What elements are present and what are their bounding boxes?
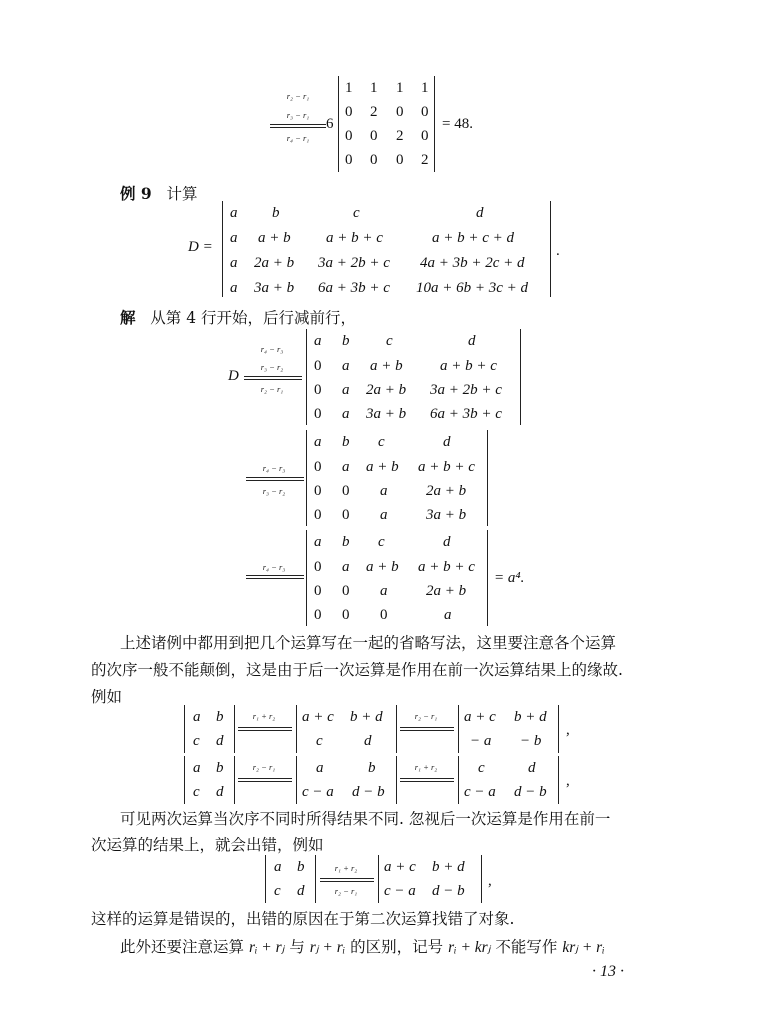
matrix-cell: 2 [421,152,429,168]
matrix-cell: 0 [345,152,353,168]
matrix-cell: b [342,434,350,450]
matrix-cell: 0 [314,382,322,398]
paragraph-line [120,935,605,957]
matrix-cell: 1 [370,80,378,96]
matrix-cell: a [314,333,322,349]
matrix-cell: d [364,733,372,749]
op-label: r₂ − r₁ [334,886,358,896]
matrix-cell: 0 [314,358,322,374]
paragraph-line: 上述诸例中都用到把几个运算写在一起的省略写法，这里要注意各个运算 [120,634,617,652]
matrix-cell: 0 [314,483,322,499]
matrix-cell: c [316,733,323,749]
matrix-cell: a [342,459,350,475]
matrix-cell: 0 [314,607,322,623]
op-label: r₄ − r₃ [262,463,286,473]
math-expr: rⱼ + rᵢ [309,939,346,956]
matrix-cell: a [230,255,238,271]
tail-punct: . [556,243,560,259]
matrix-cell: 4a + 3b + 2c + d [420,255,525,271]
matrix-cell: c [386,333,393,349]
matrix-cell: 6a + 3b + c [318,280,390,296]
solution-text: 从第 4 行开始，后行减前行， [150,309,357,327]
matrix-cell: 0 [314,507,322,523]
matrix-cell: c [378,434,385,450]
text-run: 此外还要注意运算 [120,938,245,956]
paragraph-line: 次运算的结果上，就会出错，例如 [91,836,324,854]
tail-punct: , [488,873,492,889]
op-label: r₂ − r₁ [252,762,276,772]
op-label: r₂ − r₁ [260,384,284,394]
matrix-cell: 3a + b [426,507,467,523]
matrix-cell: d [297,883,305,899]
matrix-cell: a + b + c [418,559,475,575]
matrix-cell: 0 [396,104,404,120]
matrix-cell: 0 [421,104,429,120]
matrix-cell: − b [520,733,542,749]
matrix-cell: a [342,559,350,575]
matrix-cell: c [478,760,485,776]
result: = a⁴. [494,570,525,586]
lhs: D = [188,239,213,255]
matrix-cell: 3a + 2b + c [318,255,390,271]
matrix-cell: c [193,733,200,749]
op-label: r₁ + r₂ [334,863,358,873]
math-expr: rᵢ + krⱼ [448,939,491,956]
matrix-cell: b [272,205,280,221]
matrix-cell: − a [470,733,492,749]
matrix-cell: 0 [370,128,378,144]
matrix-cell: 3a + b [254,280,295,296]
matrix-cell: a + b [258,230,291,246]
text-run: 与 [289,938,305,956]
matrix-cell: 0 [370,152,378,168]
matrix-cell: 0 [342,507,350,523]
matrix-cell: a + c [302,709,334,725]
matrix-cell: b [297,859,305,875]
matrix-cell: 2a + b [254,255,295,271]
op-label: r₃ − r₂ [260,362,284,372]
paragraph-line: 可见两次运算当次序不同时所得结果不同. 忽视后一次运算是作用在前一 [120,810,611,828]
op-label: r₂ − r₁ [414,711,438,721]
math-expr: krⱼ + rᵢ [562,939,605,956]
matrix-cell: c − a [464,784,496,800]
matrix-cell: 0 [345,128,353,144]
math-expr: rᵢ + rⱼ [248,939,285,956]
matrix-cell: d [216,733,224,749]
matrix-cell: a [230,230,238,246]
matrix-cell: 1 [396,80,404,96]
matrix-cell: 2a + b [426,583,467,599]
matrix-cell: 1 [345,80,353,96]
matrix-cell: 1 [421,80,429,96]
text-run: 的区别，记号 [350,938,444,956]
matrix-cell: 0 [345,104,353,120]
matrix-cell: 0 [342,607,350,623]
matrix-cell: 2a + b [426,483,467,499]
op-label: r₁ + r₂ [414,762,438,772]
matrix-cell: b + d [350,709,383,725]
matrix-cell: b [368,760,376,776]
op-label: r₃ − r₁ [286,110,310,120]
matrix-cell: a [342,382,350,398]
matrix-cell: a [380,507,388,523]
tail-punct: , [566,722,570,738]
matrix-cell: a [314,434,322,450]
matrix-cell: a [316,760,324,776]
op-label: r₄ − r₃ [260,344,284,354]
matrix-cell: a [380,583,388,599]
paragraph-line: 的次序一般不能颠倒，这是由于后一次运算是作用在前一次运算结果上的缘故. [91,661,623,679]
paragraph-line: 这样的运算是错误的，出错的原因在于第二次运算找错了对象. [91,910,515,928]
matrix-cell: a + b [370,358,403,374]
matrix-cell: 0 [342,483,350,499]
matrix-cell: b [342,333,350,349]
matrix-cell: a + b + c [418,459,475,475]
paragraph-line: 例如 [91,688,123,706]
matrix-cell: a + b + c [440,358,497,374]
op-label: r₃ − r₂ [262,486,286,496]
matrix-cell: 0 [421,128,429,144]
matrix-cell: a [193,760,201,776]
matrix-cell: d [476,205,484,221]
op-label: r₄ − r₃ [262,562,286,572]
matrix-cell: d [216,784,224,800]
matrix-cell: a [230,205,238,221]
matrix-cell: c [353,205,360,221]
matrix-cell: c [274,883,281,899]
matrix-cell: c [193,784,200,800]
matrix-cell: 0 [380,607,388,623]
matrix-cell: a [314,534,322,550]
op-label: r₁ + r₂ [252,711,276,721]
matrix-cell: 0 [314,583,322,599]
page-number: · 13 · [592,963,624,980]
matrix-cell: c [378,534,385,550]
solution-label: 解 [120,308,136,327]
matrix-cell: b [342,534,350,550]
matrix-cell: 3a + 2b + c [430,382,502,398]
matrix-cell: a + b [366,559,399,575]
matrix-cell: d − b [432,883,465,899]
matrix-cell: 6a + 3b + c [430,406,502,422]
op-label: r₄ − r₁ [286,133,310,143]
coefficient: 6 [326,116,334,132]
matrix-cell: a [193,709,201,725]
example-text: 计算 [166,185,198,203]
matrix-cell: 2a + b [366,382,407,398]
op-label: r₂ − r₁ [286,91,310,101]
matrix-cell: a + c [384,859,416,875]
matrix-cell: a + b + c [326,230,383,246]
tail-punct: , [566,773,570,789]
matrix-cell: a + b [366,459,399,475]
matrix-cell: b + d [432,859,465,875]
matrix-cell: a [444,607,452,623]
matrix-cell: c − a [302,784,334,800]
matrix-cell: 10a + 6b + 3c + d [416,280,529,296]
matrix-cell: a [342,358,350,374]
matrix-cell: d [443,534,451,550]
matrix-cell: b [216,709,224,725]
matrix-cell: 2 [370,104,378,120]
result: = 48. [442,116,473,132]
matrix-cell: a + c [464,709,496,725]
matrix-cell: a + b + c + d [432,230,515,246]
lhs: D [228,368,239,384]
matrix-cell: a [342,406,350,422]
matrix-cell: d − b [514,784,547,800]
matrix-cell: a [274,859,282,875]
matrix-cell: 0 [314,459,322,475]
matrix-cell: 0 [396,152,404,168]
matrix-cell: a [380,483,388,499]
matrix-cell: 3a + b [366,406,407,422]
matrix-cell: 0 [342,583,350,599]
matrix-cell: b [216,760,224,776]
matrix-cell: 2 [396,128,404,144]
matrix-cell: d [468,333,476,349]
example-label: 例 9 [120,184,152,203]
text-run: 不能写作 [495,938,558,956]
matrix-cell: d [528,760,536,776]
matrix-cell: a [230,280,238,296]
matrix-cell: 0 [314,406,322,422]
matrix-cell: 0 [314,559,322,575]
matrix-cell: c − a [384,883,416,899]
matrix-cell: d [443,434,451,450]
matrix-cell: b + d [514,709,547,725]
matrix-cell: d − b [352,784,385,800]
